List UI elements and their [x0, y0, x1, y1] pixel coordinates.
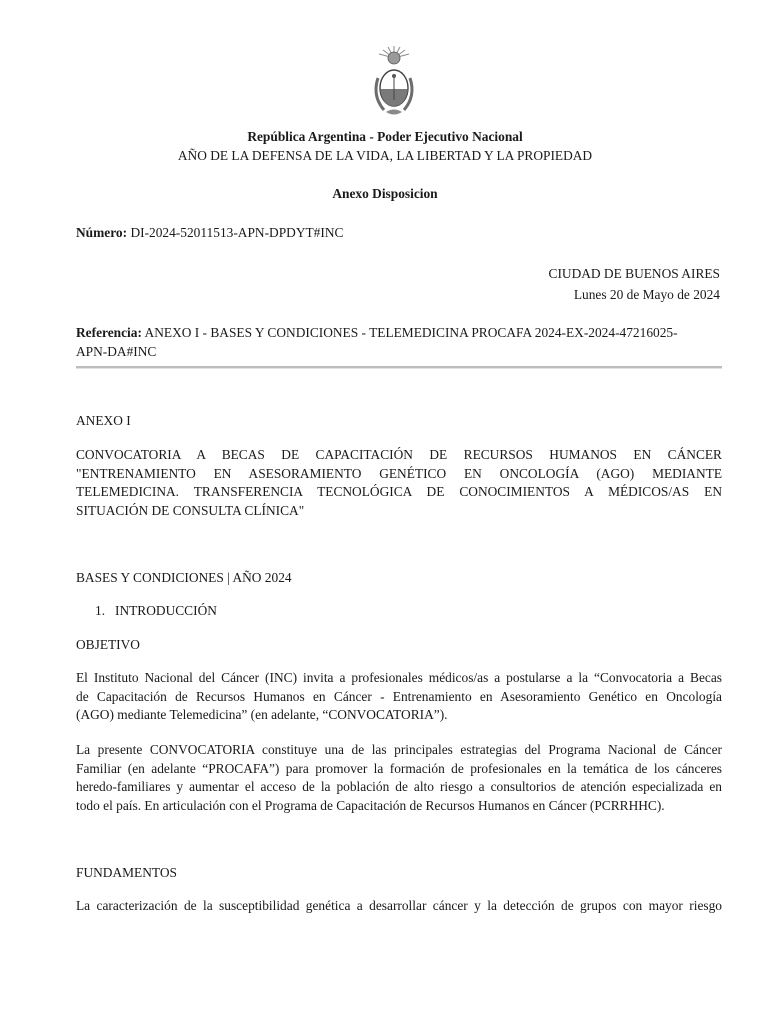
- fundamentos-heading: FUNDAMENTOS: [76, 865, 177, 880]
- year-motto-line: AÑO DE LA DEFENSA DE LA VIDA, LA LIBERTAD Y LA PROPIEDAD: [177, 148, 593, 163]
- objetivo-line: de Capacitación de Recursos Humanos en Cáncer - Entrenamiento en Asesoramiento Genético en Oncología: [76, 688, 722, 704]
- referencia-label: Referencia:: [76, 325, 142, 340]
- referencia-row: [76, 325, 678, 341]
- convocatoria-line: CONVOCATORIA A BECAS DE CAPACITACIÓN DE RECURSOS HUMANOS EN CÁNCER: [76, 447, 722, 462]
- fundamentos-paragraph: [76, 897, 722, 916]
- issuer-line: República Argentina - Poder Ejecutivo Nacional: [247, 129, 523, 144]
- presente-line: heredo-familiares y aumentar el acceso de la población de alto riesgo a consultorios de atención especializada en: [76, 779, 722, 795]
- section-1-number: 1.: [95, 603, 106, 618]
- objetivo-heading: OBJETIVO: [76, 637, 140, 652]
- presente-line: La presente CONVOCATORIA constituye una de las principales estrategias del Programa Nacional de Cáncer: [76, 742, 722, 757]
- objetivo-line: El Instituto Nacional del Cáncer (INC) invita a profesionales médicos/as a postularse a la “Convocatoria a Becas: [76, 670, 722, 685]
- numero-value: DI-2024-52011513-APN-DPDYT#INC: [130, 225, 344, 240]
- convocatoria-line: TELEMEDICINA. TRANSFERENCIA TECNOLÓGICA DE CONOCIMIENTOS A MÉDICOS/AS EN: [76, 484, 722, 500]
- coat-of-arms-seal: [370, 44, 418, 120]
- presente-line: Familiar (en adelante “PROCAFA”) para promover la formación de profesionales en la temática de los cánceres: [76, 760, 722, 776]
- date: Lunes 20 de Mayo de 2024: [573, 287, 720, 302]
- anexo-heading: ANEXO I: [76, 413, 131, 428]
- convocatoria-line: "ENTRENAMIENTO EN ASESORAMIENTO GENÉTICO EN ONCOLOGÍA (AGO) MEDIANTE: [76, 465, 722, 481]
- objetivo-paragraph: [76, 669, 722, 725]
- convocatoria-line: SITUACIÓN DE CONSULTA CLÍNICA": [76, 502, 305, 518]
- document-title: Anexo Disposicion: [332, 186, 438, 201]
- convocatoria-paragraph: [76, 446, 722, 520]
- numero-label: Número:: [76, 225, 128, 240]
- header-divider: [76, 366, 722, 369]
- referencia-value-line1: ANEXO I - BASES Y CONDICIONES - TELEMEDICINA PROCAFA 2024-EX-2024-47216025-: [144, 325, 678, 340]
- fundamentos-line: La caracterización de la susceptibilidad genética a desarrollar cáncer y la detección de grupos con mayor riesgo: [76, 898, 722, 913]
- referencia-value-line2: APN-DA#INC: [76, 344, 157, 359]
- presente-paragraph: [76, 741, 722, 815]
- city: CIUDAD DE BUENOS AIRES: [548, 266, 720, 281]
- objetivo-line: (AGO) mediante Telemedicina” (en adelante, “CONVOCATORIA”).: [76, 707, 448, 723]
- bases-heading: BASES Y CONDICIONES | AÑO 2024: [76, 570, 292, 585]
- section-1-title: INTRODUCCIÓN: [115, 603, 217, 618]
- numero-row: [76, 225, 343, 241]
- presente-line: todo el país. En articulación con el Programa de Capacitación de Recursos Humanos en Cáncer (PCRRHHC).: [76, 797, 665, 813]
